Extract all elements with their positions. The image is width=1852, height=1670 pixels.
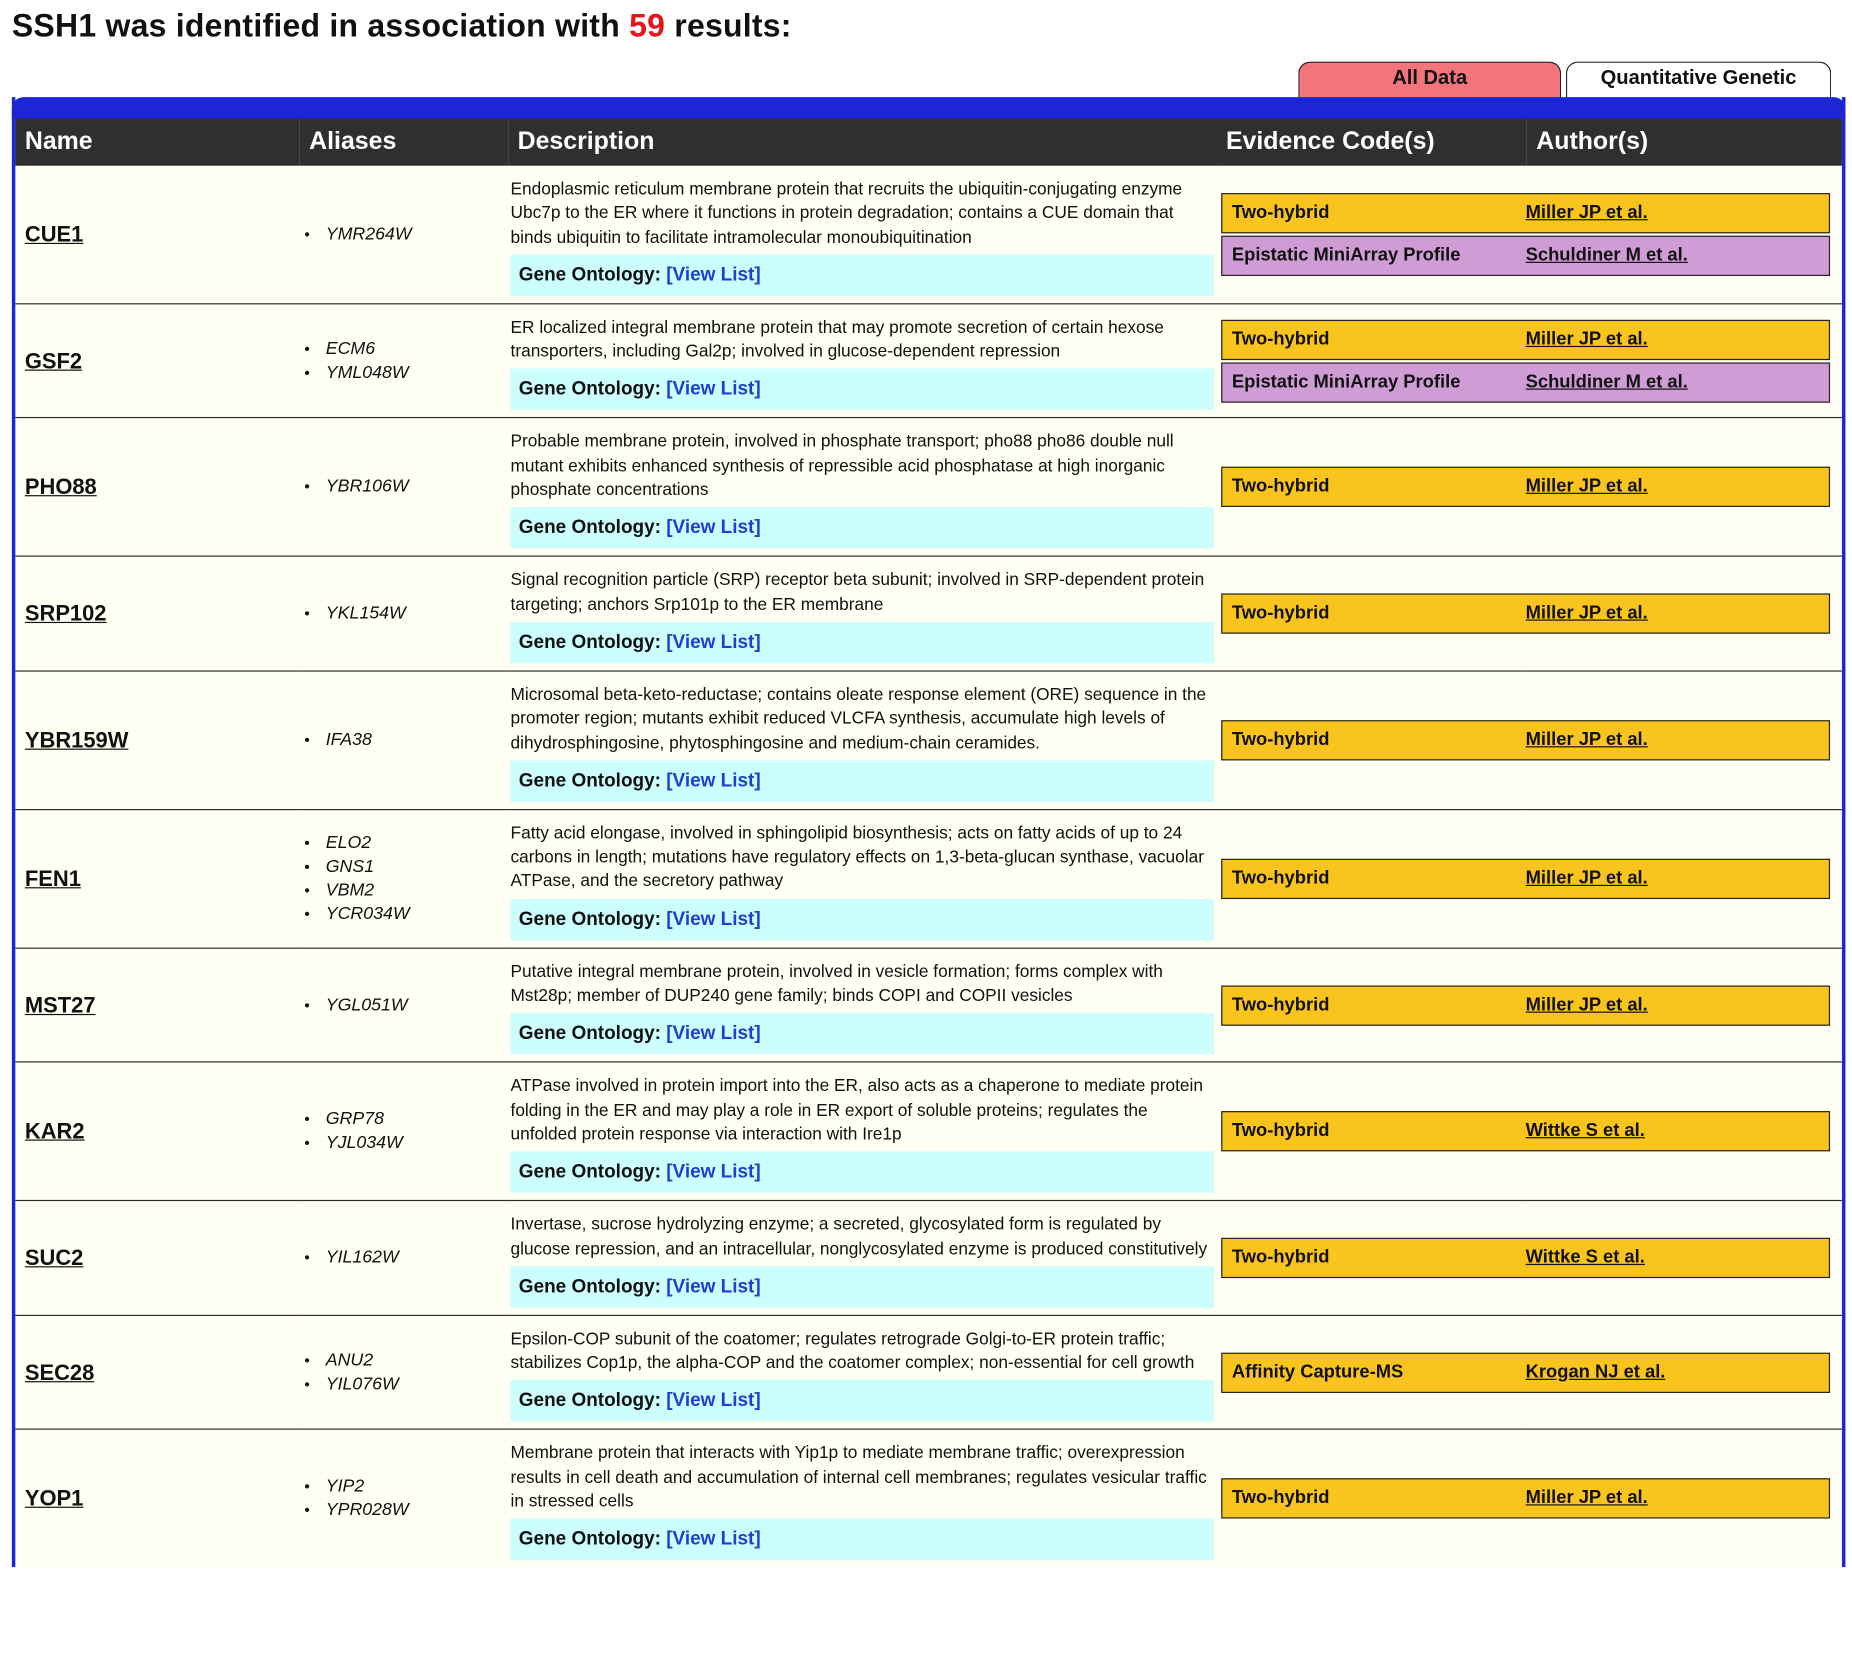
view-list-link[interactable]: [View List] — [666, 379, 761, 400]
evidence-code: Two-hybrid — [1231, 867, 1330, 889]
aliases-cell — [300, 948, 508, 1062]
evidence-code: Two-hybrid — [1231, 1247, 1330, 1268]
gene-name-cell — [15, 1201, 299, 1315]
description-cell — [508, 1430, 1216, 1568]
description-cell — [508, 809, 1216, 947]
alias-list — [300, 475, 508, 499]
alias-item: • YMR264W — [326, 223, 508, 247]
col-header-name: Name — [15, 118, 299, 165]
gene-name-cell — [15, 671, 299, 809]
gene-link[interactable]: SUC2 — [24, 1244, 84, 1270]
gene-name-cell — [15, 557, 299, 671]
table-row — [15, 557, 1841, 671]
alias-item: • ELO2 — [326, 831, 508, 855]
alias-item: • YIP2 — [326, 1475, 508, 1499]
author-cell — [1526, 372, 1688, 393]
col-header-aliases: Aliases — [300, 118, 508, 165]
gene-name-cell — [15, 1430, 299, 1568]
gene-ontology-bar — [511, 899, 1215, 940]
author-link[interactable]: Wittke S et al. — [1525, 1247, 1645, 1268]
evidence-code: Two-hybrid — [1231, 1488, 1330, 1509]
gene-link[interactable]: SRP102 — [24, 600, 107, 626]
evidence-cell — [1216, 166, 1841, 304]
author-link[interactable]: Miller JP et al. — [1525, 603, 1648, 624]
author-cell — [1526, 1247, 1645, 1268]
author-link[interactable]: Miller JP et al. — [1525, 328, 1648, 350]
description-text: Invertase, sucrose hydrolyzing enzyme; a secreted, glycosylated form is regulated by glucose repression, and an intracellular, nonglycosylated enzyme is produced constitutively — [510, 1215, 1208, 1259]
gene-ontology-bar — [511, 1519, 1215, 1560]
view-list-link[interactable]: [View List] — [666, 1529, 761, 1550]
author-link[interactable]: Miller JP et al. — [1525, 476, 1648, 497]
gene-ontology-label: Gene Ontology: — [518, 265, 661, 286]
author-cell — [1526, 202, 1648, 223]
table-row — [15, 948, 1841, 1062]
view-list-link[interactable]: [View List] — [666, 909, 761, 930]
gene-ontology-bar — [511, 1152, 1215, 1193]
alias-item: • ANU2 — [326, 1349, 508, 1373]
gene-ontology-label: Gene Ontology: — [518, 909, 661, 930]
gene-name-cell — [15, 948, 299, 1062]
view-list-link[interactable]: [View List] — [666, 632, 761, 653]
description-text: Putative integral membrane protein, involved in vesicle formation; forms complex with Mst28p; member of DUP240 gene family; binds COPI and COPII vesicles — [510, 962, 1163, 1006]
author-link[interactable]: Krogan NJ et al. — [1525, 1361, 1666, 1382]
gene-ontology-bar — [511, 507, 1215, 548]
table-row — [15, 809, 1841, 947]
results-table — [15, 118, 1841, 1567]
panel-header-bar — [12, 97, 1846, 118]
evidence-code: Epistatic MiniArray Profile — [1231, 245, 1461, 266]
col-header-description: Description — [508, 118, 1216, 165]
author-cell — [1526, 1121, 1645, 1142]
gene-ontology-bar — [511, 369, 1215, 410]
aliases-cell — [300, 304, 508, 418]
alias-item: • YIL076W — [326, 1372, 508, 1396]
evidence-code: Two-hybrid — [1231, 1120, 1330, 1142]
alias-item: • GNS1 — [326, 855, 508, 879]
description-cell — [508, 304, 1216, 418]
evidence-cell — [1216, 1062, 1841, 1200]
gene-link[interactable]: PHO88 — [24, 474, 97, 500]
description-text: Probable membrane protein, involved in phosphate transport; pho88 pho86 double null mutant exhibits enhanced synthesis of repressible acid phosphatase at high inorganic phosphate concentrations — [510, 432, 1174, 500]
alias-item: • YCR034W — [326, 902, 508, 926]
alias-list — [300, 1108, 508, 1155]
aliases-cell — [300, 166, 508, 304]
author-link[interactable]: Miller JP et al. — [1525, 202, 1648, 223]
evidence-row — [1221, 1238, 1830, 1278]
author-cell — [1526, 245, 1688, 266]
gene-link[interactable]: FEN1 — [24, 865, 81, 891]
author-cell — [1526, 730, 1648, 751]
author-cell — [1526, 1362, 1666, 1383]
evidence-row — [1221, 985, 1830, 1025]
evidence-row — [1221, 236, 1830, 276]
description-text: Microsomal beta-keto-reductase; contains oleate response element (ORE) sequence in the promoter region; mutants exhibit reduced VLCFA synthesis, accumulate high levels of dihydrosphingosine, phytosphingosine and medium-chain ceramides. — [510, 685, 1207, 753]
table-body — [15, 166, 1841, 1568]
alias-list — [300, 602, 508, 626]
alias-item: • VBM2 — [326, 879, 508, 903]
author-cell — [1526, 329, 1648, 350]
gene-ontology-label: Gene Ontology: — [518, 1391, 661, 1412]
evidence-code: Affinity Capture-MS — [1231, 1361, 1404, 1382]
author-link[interactable]: Wittke S et al. — [1525, 1120, 1645, 1142]
alias-item: • YPR028W — [326, 1499, 508, 1523]
evidence-cell — [1216, 1315, 1841, 1429]
gene-ontology-label: Gene Ontology: — [518, 770, 661, 792]
results-panel — [12, 97, 1846, 1567]
author-link[interactable]: Miller JP et al. — [1525, 729, 1648, 750]
author-link[interactable]: Miller JP et al. — [1525, 1488, 1648, 1509]
view-list-link[interactable]: [View List] — [666, 1162, 761, 1183]
view-list-link[interactable]: [View List] — [666, 265, 761, 286]
table-row — [15, 1315, 1841, 1429]
gene-ontology-bar — [511, 760, 1215, 801]
col-header-authors: Author(s) — [1527, 118, 1842, 165]
description-text: Epsilon-COP subunit of the coatomer; regulates retrograde Golgi-to-ER protein traffic; stabilizes Cop1p, the alpha-COP and the coatomer complex; non-essential for cell growth — [510, 1329, 1195, 1373]
evidence-row — [1221, 362, 1830, 402]
evidence-row — [1221, 193, 1830, 233]
description-text: Endoplasmic reticulum membrane protein that recruits the ubiquitin-conjugating enzyme Ubc7p to the ER where it functions in protein degradation; contains a CUE domain that binds ubiquitin to facilitate intramolecular monoubiquitination — [510, 180, 1183, 248]
author-cell — [1526, 1488, 1648, 1509]
alias-item: • YGL051W — [326, 993, 508, 1017]
aliases-cell — [300, 809, 508, 947]
author-link[interactable]: Miller JP et al. — [1525, 994, 1648, 1015]
description-text: Signal recognition particle (SRP) receptor beta subunit; involved in SRP-dependent protein targeting; anchors Srp101p to the ER membrane — [510, 571, 1205, 615]
evidence-row — [1221, 1479, 1830, 1519]
evidence-cell — [1216, 557, 1841, 671]
table-row — [15, 671, 1841, 809]
author-link[interactable]: Miller JP et al. — [1525, 867, 1648, 889]
author-cell — [1526, 868, 1648, 889]
evidence-code: Two-hybrid — [1231, 603, 1330, 624]
description-text: Fatty acid elongase, involved in sphingolipid biosynthesis; acts on fatty acids of up to 24 carbons in length; mutations have regulatory effects on 1,3-beta-glucan synthase, vacuolar ATPase, and the secretory pathway — [510, 824, 1204, 892]
gene-ontology-label: Gene Ontology: — [518, 518, 661, 539]
description-text: ATPase involved in protein import into the ER, also acts as a chaperone to mediate protein folding in the ER and may play a role in ER export of soluble proteins; regulates the unfolded protein response via interaction with Ire1p — [510, 1077, 1204, 1145]
evidence-cell — [1216, 948, 1841, 1062]
description-cell — [508, 671, 1216, 809]
table-row — [15, 304, 1841, 418]
gene-ontology-bar — [511, 1013, 1215, 1054]
aliases-cell — [300, 671, 508, 809]
aliases-cell — [300, 1430, 508, 1568]
alias-list — [300, 1246, 508, 1270]
view-list-link[interactable]: [View List] — [666, 1391, 761, 1412]
view-list-link[interactable]: [View List] — [666, 518, 761, 539]
alias-item: • IFA38 — [326, 728, 508, 752]
evidence-code: Two-hybrid — [1231, 476, 1330, 497]
description-text: Membrane protein that interacts with Yip1p to mediate membrane traffic; overexpression results in cell death and accumulation of internal cell membranes; regulates vesicular traffic in stressed cells — [510, 1444, 1207, 1512]
table-row — [15, 166, 1841, 304]
table-header-row — [15, 118, 1841, 165]
evidence-row — [1221, 1352, 1830, 1392]
alias-list — [300, 223, 508, 247]
author-cell — [1526, 994, 1648, 1015]
gene-ontology-bar — [511, 1266, 1215, 1307]
alias-item: • ECM6 — [326, 337, 508, 361]
evidence-row — [1221, 720, 1830, 760]
evidence-row — [1221, 859, 1830, 899]
title-suffix: results: — [665, 8, 792, 44]
aliases-cell — [300, 418, 508, 556]
gene-ontology-label: Gene Ontology: — [518, 1529, 661, 1550]
description-cell — [508, 1062, 1216, 1200]
tab-bar — [0, 52, 1851, 102]
gene-ontology-label: Gene Ontology: — [518, 1023, 661, 1044]
evidence-row — [1221, 594, 1830, 634]
author-cell — [1526, 603, 1648, 624]
description-cell — [508, 1201, 1216, 1315]
author-cell — [1526, 477, 1648, 498]
evidence-code: Epistatic MiniArray Profile — [1231, 371, 1461, 392]
gene-link[interactable]: KAR2 — [24, 1118, 85, 1144]
table-row — [15, 1430, 1841, 1568]
alias-list — [300, 1475, 508, 1522]
alias-list — [300, 337, 508, 384]
alias-item: • YJL034W — [326, 1132, 508, 1156]
aliases-cell — [300, 1201, 508, 1315]
description-cell — [508, 948, 1216, 1062]
alias-list — [300, 831, 508, 926]
alias-list — [300, 728, 508, 752]
gene-link[interactable]: SEC28 — [24, 1359, 95, 1385]
evidence-code: Two-hybrid — [1231, 994, 1330, 1015]
gene-name-cell — [15, 418, 299, 556]
table-row — [15, 1062, 1841, 1200]
page-title — [0, 0, 1851, 52]
author-link[interactable]: Schuldiner M et al. — [1525, 371, 1688, 392]
gene-name-cell — [15, 1062, 299, 1200]
title-prefix: SSH1 was identified in association with — [11, 8, 630, 44]
alias-list — [300, 1349, 508, 1396]
table-row — [15, 1201, 1841, 1315]
gene-ontology-label: Gene Ontology: — [518, 1276, 661, 1297]
gene-ontology-bar — [511, 622, 1215, 663]
author-link[interactable]: Schuldiner M et al. — [1525, 245, 1688, 266]
evidence-row — [1221, 319, 1830, 359]
evidence-cell — [1216, 1430, 1841, 1568]
gene-link[interactable]: YOP1 — [24, 1485, 84, 1511]
gene-link[interactable]: CUE1 — [24, 221, 84, 247]
alias-item: • YKL154W — [326, 602, 508, 626]
evidence-cell — [1216, 809, 1841, 947]
gene-name-cell — [15, 809, 299, 947]
evidence-code: Two-hybrid — [1231, 328, 1330, 350]
gene-name-cell — [15, 166, 299, 304]
evidence-cell — [1216, 304, 1841, 418]
table-row — [15, 418, 1841, 556]
gene-link[interactable]: YBR159W — [24, 727, 129, 753]
result-count: 59 — [629, 8, 666, 44]
alias-item: • YIL162W — [326, 1246, 508, 1270]
alias-item: • YML048W — [326, 361, 508, 385]
col-header-evidence: Evidence Code(s) — [1216, 118, 1526, 165]
gene-name-cell — [15, 304, 299, 418]
aliases-cell — [300, 557, 508, 671]
aliases-cell — [300, 1315, 508, 1429]
description-cell — [508, 418, 1216, 556]
description-text: ER localized integral membrane protein that may promote secretion of certain hexose transporters, including Gal2p; involved in glucose-dependent repression — [510, 318, 1164, 362]
gene-link[interactable]: MST27 — [24, 992, 96, 1017]
aliases-cell — [300, 1062, 508, 1200]
gene-ontology-label: Gene Ontology: — [518, 632, 661, 653]
evidence-row — [1221, 467, 1830, 507]
gene-ontology-label: Gene Ontology: — [518, 1162, 661, 1183]
evidence-code: Two-hybrid — [1231, 729, 1330, 750]
evidence-cell — [1216, 1201, 1841, 1315]
view-list-link[interactable]: [View List] — [666, 770, 761, 792]
description-cell — [508, 557, 1216, 671]
alias-item: • GRP78 — [326, 1108, 508, 1132]
view-list-link[interactable]: [View List] — [666, 1276, 761, 1297]
gene-ontology-bar — [511, 1380, 1215, 1421]
description-cell — [508, 166, 1216, 304]
tab-all-data[interactable]: All Data — [1298, 62, 1561, 100]
evidence-cell — [1216, 418, 1841, 556]
alias-item: • YBR106W — [326, 475, 508, 499]
alias-list — [300, 993, 508, 1017]
evidence-code: Two-hybrid — [1231, 202, 1330, 223]
gene-link[interactable]: GSF2 — [24, 347, 83, 373]
gene-ontology-bar — [511, 255, 1215, 296]
gene-ontology-label: Gene Ontology: — [518, 379, 661, 400]
description-cell — [508, 1315, 1216, 1429]
evidence-row — [1221, 1111, 1830, 1151]
gene-name-cell — [15, 1315, 299, 1429]
view-list-link[interactable]: [View List] — [666, 1023, 761, 1044]
tab-quantitative-genetic[interactable]: Quantitative Genetic — [1566, 62, 1831, 100]
evidence-cell — [1216, 671, 1841, 809]
